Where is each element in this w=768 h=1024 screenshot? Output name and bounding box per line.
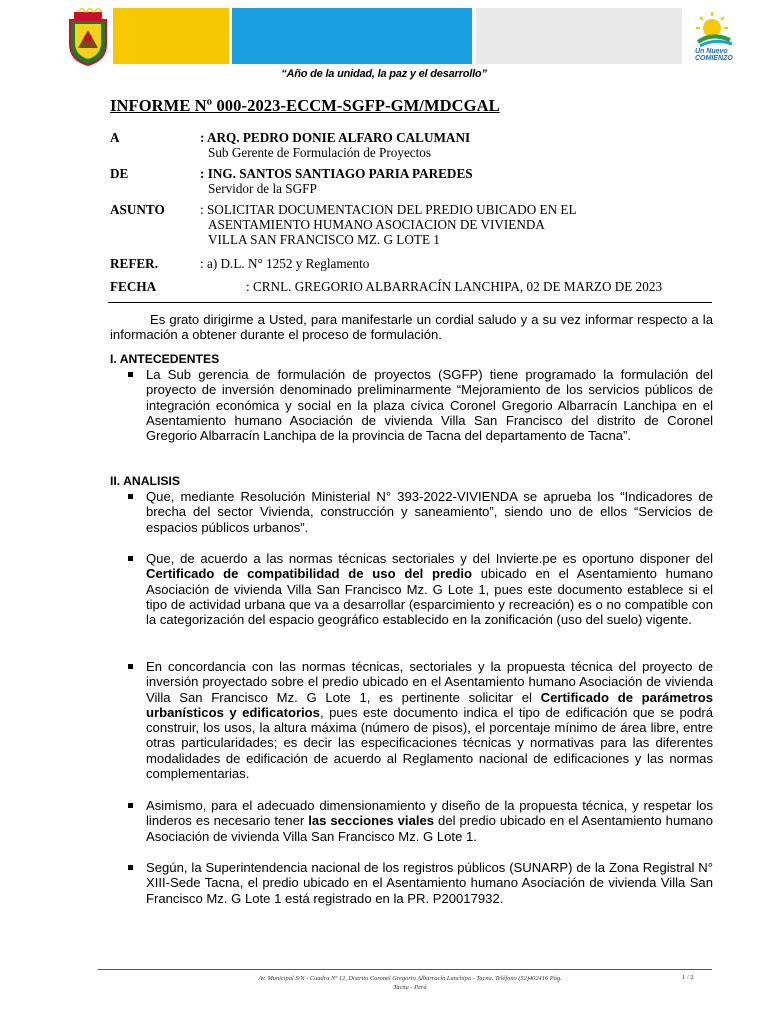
memo-to-value xyxy=(200,130,470,160)
analisis-bullet-3 xyxy=(146,659,713,781)
year-motto: “Año de la unidad, la paz y el desarrollo” xyxy=(281,68,487,80)
section-antecedentes-title: I. ANTECEDENTES xyxy=(110,352,220,366)
memo-date-value: : CRNL. GREGORIO ALBARRACÍN LANCHIPA, 02 DE MARZO DE 2023 xyxy=(246,279,663,294)
memo-ref-value: : a) D.L. N° 1252 y Reglamento xyxy=(200,256,370,271)
header-band-blue xyxy=(232,8,472,64)
analisis-bullet-5: Según, la Superintendencia nacional de los registros públicos (SUNARP) de la Zona Registral N° XIII-Sede Tacna, el predio ubicado en el Asentamiento humano Asociación de vivienda Villa San Francisco Mz. G Lote 1 está registrado en la PR. P20017932. xyxy=(146,860,713,906)
analisis-bullet-3-text-c: , pues este documento indica el tipo de edificación que se podrá construir, los usos, la altura máxima (número de pisos), el porcentaje mínimo de área libre, entre otras particularidades; es decir las especificaciones técnicas y normativas para las diferentes modalidades de edificación de acuerdo al Reglamento nacional de edificaciones y las normas complementarias. xyxy=(146,704,713,782)
intro-paragraph xyxy=(110,312,713,343)
analisis-bullet-4-bold: las secciones viales xyxy=(308,813,435,829)
analisis-bullet-2 xyxy=(146,551,713,627)
memo-subject-line1: : SOLICITAR DOCUMENTACION DEL PREDIO UBICADO EN EL xyxy=(200,202,577,217)
header-divider xyxy=(108,302,712,303)
bullet-icon xyxy=(128,556,133,561)
bullet-icon xyxy=(128,865,133,870)
antecedentes-bullet-1: La Sub gerencia de formulación de proyectos (SGFP) tiene programado la formulación del proyecto de inversión denominado preliminarmente “Mejoramiento de los servicios públicos de integración económica y social en la plaza cívica Coronel Gregorio Albarracín Lanchipa en el Asentamiento humano Asociación de vivienda Villa San Francisco del distrito de Coronel Gregorio Albarracín Lanchipa de la provincia de Tacna del departamento de Tacna”. xyxy=(146,367,713,444)
analisis-bullet-2-text-a: Que, de acuerdo a las normas técnicas sectoriales y del Invierte.pe es oportuno disponer del xyxy=(146,551,713,566)
memo-to-label: A xyxy=(110,130,120,145)
section-analisis-title: II. ANALISIS xyxy=(110,474,180,488)
memo-subject-line2: ASENTAMIENTO HUMANO ASOCIACION DE VIVIENDA xyxy=(208,217,545,232)
memo-ref-label: REFER. xyxy=(110,256,158,271)
analisis-bullet-4 xyxy=(146,798,713,844)
bullet-icon xyxy=(128,803,133,808)
analisis-bullet-2-bold: Certificado de compatibilidad de uso del predio xyxy=(146,566,472,582)
memo-date-label: FECHA xyxy=(110,279,157,294)
analisis-bullet-4-text-c: del predio ubicado en el Asentamiento humano Asociación de vivienda Villa San Francisco Mz. G Lote 1. xyxy=(146,813,713,844)
footer-divider xyxy=(98,969,712,970)
memo-to-role: Sub Gerente de Formulación de Proyectos xyxy=(208,145,432,160)
intro-text: Es grato dirigirme a Usted, para manifestarle un cordial saludo y a su vez informar respecto a la información a obtener durante el proceso de formulación. xyxy=(110,312,713,343)
logo-slogan-line1: Un Nuevo xyxy=(695,48,728,55)
logo-slogan xyxy=(695,48,733,62)
letterhead xyxy=(0,0,768,72)
analisis-bullet-4-text-a: Asimismo, para el adecuado dimensionamiento y diseño de la propuesta técnica, y respetar los linderos es necesario tener xyxy=(146,798,713,829)
footer-address xyxy=(200,974,620,992)
bullet-icon xyxy=(128,372,133,377)
footer-address-line1: Av. Municipal S/N - Cuadra Nº 12, Distrito Coronel Gregorio Albarracín Lanchipa - Tacna. Teléfono (52)402416 Pág. xyxy=(258,975,562,982)
municipal-crest-icon xyxy=(66,8,110,66)
memo-from-value xyxy=(200,166,473,196)
report-title: INFORME Nº 000-2023-ECCM-SGFP-GM/MDCGAL xyxy=(110,96,500,115)
header-band-gray xyxy=(476,8,682,64)
memo-subject-label: ASUNTO xyxy=(110,202,165,217)
memo-from-role: Servidor de la SGFP xyxy=(208,181,317,196)
analisis-bullet-1: Que, mediante Resolución Ministerial N° 393-2022-VIVIENDA se aprueba los “Indicadores de brecha del sector Vivienda, construcción y saneamiento”, siendo uno de ellos “Servicios de espacios públicos urbanos”. xyxy=(146,489,713,535)
memo-from-name: : ING. SANTOS SANTIAGO PARIA PAREDES xyxy=(200,166,473,181)
memo-subject-value xyxy=(200,202,577,247)
bullet-icon xyxy=(128,494,133,499)
logo-slogan-line2: COMIENZO xyxy=(695,55,733,62)
page-number: 1 / 2 xyxy=(682,974,694,981)
memo-from-label: DE xyxy=(110,166,129,181)
memo-subject-line3: VILLA SAN FRANCISCO MZ. G LOTE 1 xyxy=(208,232,440,247)
analisis-bullet-3-text-a: En concordancia con las normas técnicas, sectoriales y la propuesta técnica del proyecto de inversión proyectado sobre el predio ubicado en el Asentamiento humano Asociación de vivienda Villa San Francisco Mz. G Lote 1, es pertinente solicitar el xyxy=(146,659,713,705)
header-band-yellow xyxy=(113,8,229,64)
footer-address-line2: Tacna - Perú xyxy=(393,984,427,991)
bullet-icon xyxy=(128,664,133,669)
analisis-bullet-3-bold: Certificado de parámetros urbanísticos y edificatorios xyxy=(146,689,714,720)
analisis-bullet-2-text-c: ubicado en el Asentamiento humano Asociación de vivienda Villa San Francisco Mz. G Lote 1, pues este documento establece si el tipo de actividad urbana que va a desarrollar (esparcimiento y recreación) es o no compatible con la categorización del espacio geográfico establecido en la zonificación (uso del suelo) vigente. xyxy=(146,566,713,628)
memo-to-name: : ARQ. PEDRO DONIE ALFARO CALUMANI xyxy=(200,130,471,145)
